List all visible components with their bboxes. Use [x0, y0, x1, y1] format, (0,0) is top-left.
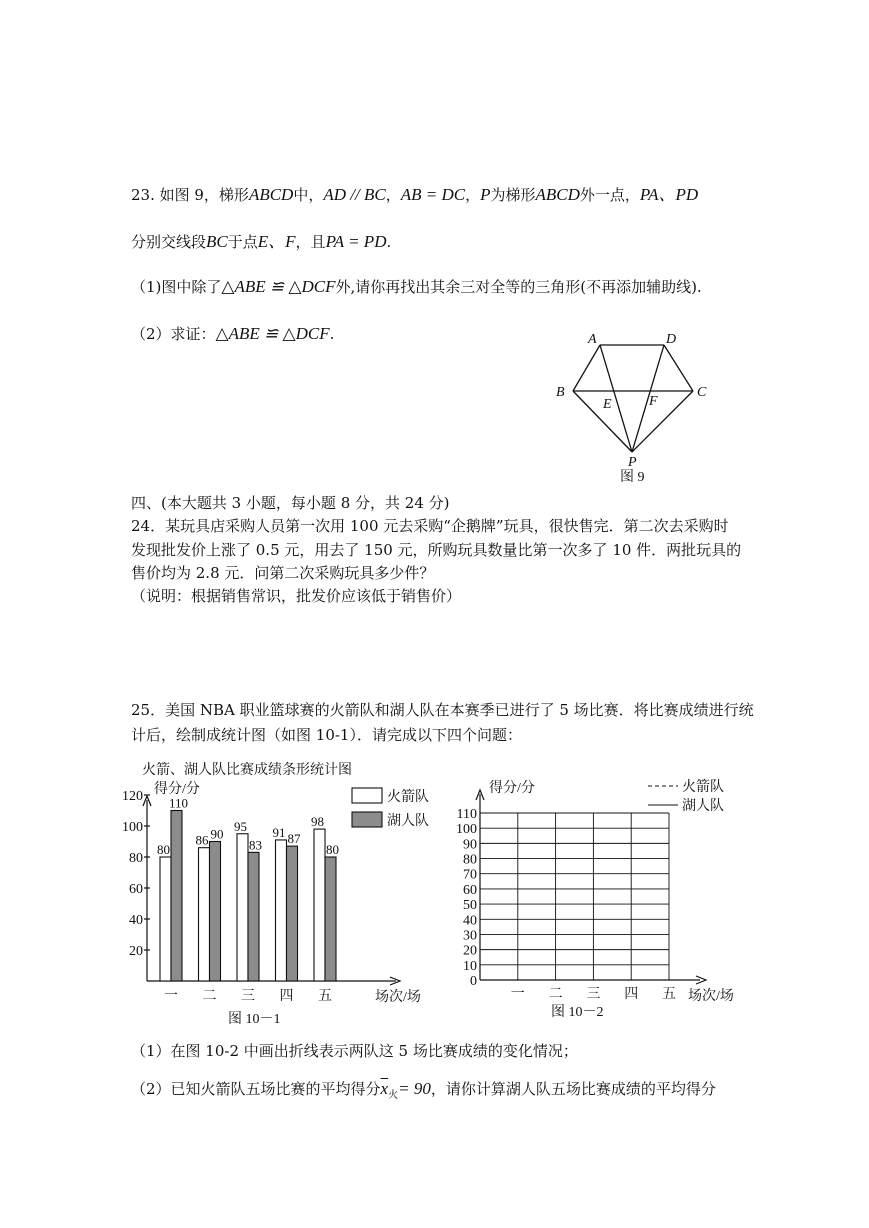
bar-x-tick-label: 五: [318, 989, 332, 1004]
line-legend-label: 火箭队: [682, 780, 724, 795]
line-y-tick-label: 60: [463, 882, 477, 898]
bar-value-label: 80: [157, 842, 170, 857]
math-pa-pd: PA = PD: [325, 232, 387, 251]
q25-part2: [131, 1079, 716, 1102]
bar-chart-title: 火箭、湖人队比赛成绩条形统计图: [142, 763, 352, 778]
q25-line2: 计后，绘制成统计图（如图 10-1）．请完成以下四个问题：: [131, 726, 522, 744]
bar-y-tick-label: 40: [129, 913, 143, 928]
bar-x-tick-label: 四: [279, 989, 294, 1004]
line-x-tick-label: 五: [662, 987, 676, 1002]
q23-text: .: [386, 233, 392, 251]
math-congruence: △ABE ≌ △DCF: [221, 277, 336, 296]
bar-value-label: 80: [326, 842, 339, 857]
fig9-label-e: E: [603, 397, 612, 412]
math-congruence: △ABE ≌ △DCF: [215, 324, 330, 343]
bar-y-tick-label: 100: [122, 820, 143, 835]
q25-text: ，请你计算湖人队五场比赛成绩的平均得分: [430, 1080, 716, 1098]
q23-text: 为梯形: [490, 186, 536, 204]
legend-label: 湖人队: [387, 814, 429, 829]
fig9-caption: 图 9: [620, 470, 645, 485]
math-abcd: ABCD: [535, 185, 580, 204]
bar-value-label: 86: [195, 832, 209, 848]
bar-value-label: 90: [210, 826, 224, 842]
math-equal: AB = DC: [400, 185, 466, 204]
math-bc: BC: [206, 232, 228, 251]
q23-text: 于点: [227, 233, 258, 251]
q23-text: （1)图中除了: [131, 278, 222, 296]
q23-text: .: [329, 325, 335, 343]
bar-value-label: 95: [234, 818, 247, 834]
line-y-tick-label: 100: [456, 822, 477, 838]
line-chart-caption: 图 10－2: [551, 1005, 604, 1020]
line-y-tick-label: 50: [463, 898, 477, 914]
q24-line4: （说明：根据销售常识，批发价应该低于销售价）: [131, 587, 462, 605]
bar-chart-xlabel: 场次/场: [375, 990, 421, 1005]
bar-y-tick-label: 120: [122, 789, 143, 804]
q23-text: ，且: [295, 233, 326, 251]
q23-text: 外,请你再找出其余三对全等的三角形(不再添加辅助线).: [335, 278, 702, 296]
line-x-tick-label: 一: [510, 987, 525, 1002]
fig9-label-d: D: [666, 332, 677, 347]
line-y-tick-label: 70: [463, 867, 477, 883]
math-abcd: ABCD: [248, 185, 294, 204]
q23-text: （2）求证：: [131, 325, 216, 343]
fig9-label-c: C: [697, 385, 707, 400]
bar-x-tick-label: 一: [164, 989, 178, 1004]
q25-part1: （1）在图 10-2 中画出折线表示两队这 5 场比赛成绩的变化情况；: [131, 1042, 578, 1060]
q24-line3: 售价均为 2.8 元．问第二次采购玩具多少件？: [131, 564, 435, 582]
q24-line2: 发现批发价上涨了 0.5 元，用去了 150 元，所购玩具数量比第一次多了 10 件．两批玩具的: [131, 541, 742, 559]
q23-text: ，: [465, 186, 481, 204]
line-chart-xlabel: 场次/场: [688, 989, 734, 1004]
q23-text: ，: [385, 186, 401, 204]
fig9-label-f: F: [649, 394, 658, 409]
line-y-tick-label: 10: [463, 958, 477, 974]
q25-text: （2）已知火箭队五场比赛的平均得分: [131, 1080, 381, 1098]
line-y-tick-label: 0: [470, 974, 477, 989]
fig9-label-a: A: [588, 332, 597, 347]
bar-chart-ylabel: 得分/分: [154, 782, 200, 797]
line-chart-ylabel: 得分/分: [489, 781, 535, 796]
math-equals-90: = 90: [398, 1079, 431, 1098]
math-papd: PA、PD: [639, 185, 699, 204]
fig9-label-p: P: [628, 455, 637, 470]
line-y-tick-label: 40: [463, 913, 477, 929]
line-x-tick-label: 四: [624, 987, 639, 1002]
q24-line1: 24．某玩具店采购人员第一次用 100 元去采购“企鹅牌”玩具，很快售完．第二次去采购时: [131, 517, 729, 535]
bar-value-label: 83: [249, 837, 262, 853]
bar-y-tick-label: 20: [129, 944, 143, 959]
bar-value-label: 91: [272, 824, 286, 840]
legend-label: 火箭队: [387, 790, 429, 805]
bar-x-tick-label: 二: [202, 989, 217, 1004]
math-subscript: 火: [388, 1090, 399, 1101]
line-y-tick-label: 30: [463, 928, 477, 944]
bar-chart-caption: 图 10－1: [228, 1012, 281, 1027]
math-parallel: AD // BC: [323, 185, 386, 204]
line-legend-label: 湖人队: [682, 799, 724, 814]
q23-text: 中，: [293, 186, 324, 204]
bar-value-label: 98: [311, 814, 324, 830]
line-y-tick-label: 80: [463, 852, 477, 868]
math-p: P: [480, 185, 491, 204]
q23-text: 外一点，: [579, 186, 640, 204]
line-x-tick-label: 三: [586, 987, 601, 1002]
bar-x-tick-label: 三: [241, 989, 255, 1004]
bar-value-label: 110: [168, 795, 189, 811]
bar-y-tick-label: 60: [129, 882, 143, 897]
math-ef: E、F: [257, 232, 296, 251]
line-y-tick-label: 110: [456, 807, 477, 822]
fig9-label-b: B: [556, 385, 565, 400]
q23-text: 分别交线段: [131, 233, 207, 251]
line-y-tick-label: 90: [463, 837, 477, 853]
bar-value-label: 87: [287, 831, 301, 847]
section-4-heading: 四、(本大题共 3 小题，每小题 8 分，共 24 分): [131, 494, 450, 512]
line-y-tick-label: 20: [463, 943, 477, 959]
line-x-tick-label: 二: [548, 987, 563, 1002]
q23-text: 23. 如图 9，梯形: [131, 186, 249, 204]
math-x-bar: $\overline{x}$: [380, 1079, 389, 1098]
q25-line1: 25．美国 NBA 职业篮球赛的火箭队和湖人队在本赛季已进行了 5 场比赛．将比赛成绩进行统: [131, 701, 754, 719]
bar-y-tick-label: 80: [129, 851, 143, 866]
